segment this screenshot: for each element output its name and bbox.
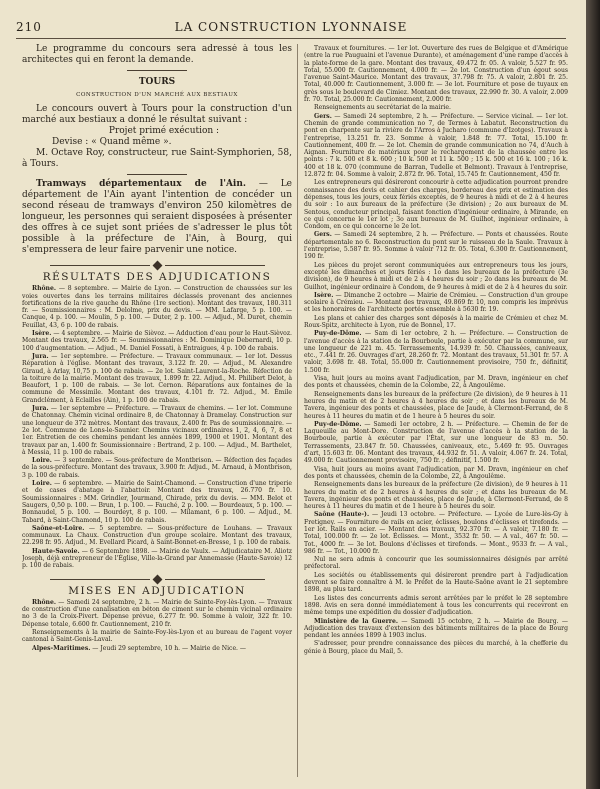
tramways-text: — Le département de l'Ain ayant l'intention de concéder un second réseau de tramways d'environ 250 kilomètres de longueur, les personnes qui seraient disposées à présenter des offres à ce sujet sont priées de s'adresser le plus tôt possible à la préfecture de l'Ain, à Bourg, qui s'empressera de leur faire parvenir une notice. [22,179,292,255]
list-item: Les entrepreneurs qui désireront concourir à cette adjudication pourront prendre connaissance des devis et cahier des charges, bordereau des prix et estimation des dépenses, tous les jours, ceux fériés exceptés, de 9 heures à midi et de 2 à 4 heures du soir : 1o aux bureaux de la préfecture (3e division) ; 2o aux bureaux de M. Sentous, conducteur principal, faisant fonction d'ingénieur ordinaire, à Mirande, en ce qui concerne le 1er lot ; 3o aux bureaux de M. Guilhot, ingénieur ordinaire, à Condom, en ce qui concerne le 2e lot. [304,179,568,231]
diamond-divider-2 [22,576,292,583]
left-column [22,44,292,781]
page-number: 210 [16,20,42,34]
list-item: Haute-Savoie. — 6 Septembre 1898. — Mairie de Vaulx. — Adjudicataire M. Aliotz Joseph, déjà entrepreneur de l'Église, Ville-la-Grand par Annemasse (Haute-Savoie) 12 p. 100 de rabais. [22,547,292,570]
list-item: Puy-de-Dôme. — Samedi 1er octobre, 2 h. — Préfecture. — Chemin de fer de Laqueuille au Mont-Dore. Construction de l'avenue d'accès à la station de la Bourboule, partie à exécuter par l'État, sur une longueur de 83 m. 50. Terrassements, 23.847 fr. 50. Chaussées, caniveaux, etc., 5.469 fr. 95. Ouvrages d'art, 15.603 fr. 06. Montant des travaux, 44.932 fr. 51. A valoir, 4.067 fr. 24. Total, 49.000 fr. Cautionnement provisoire, 750 fr. ; définitif, 1.500 fr. [304,420,568,465]
list-item: Ministère de la Guerre. — Samedi 15 octobre, 2 h. — Mairie de Bourg. — Adjudication des travaux d'extension des bâtiments militaires de la place de Bourg pendant les années 1899 à 1903 inclus. [304,617,568,640]
resultats-list [22,285,292,569]
list-item: Saône (Haute-). — Jeudi 13 octobre. — Préfecture. — Lycée de Lure-lès-Gy à Fretigney. — Fourniture de rails en acier, éclisses, boulons d'éclisses et tirefonds. — 1er lot. Rails en acier. — Montant des travaux, 92.370 fr. — A valoir, 7.180 fr. — Total, 100.000 fr. — 2e lot. Éclisses. — Mont., 3532 fr. 50. — A val., 467 fr. 50. — Tot., 4000 fr. — 3e lot. Boulons d'éclisses et tirefonds. — Mont., 9533 fr. — A val., 986 fr. — Tot., 10.000 fr. [304,511,568,555]
tours-subtitle: CONSTRUCTION D'UN MARCHÉ AUX BESTIAUX [76,92,238,98]
diamond-divider [22,262,292,269]
list-item: Rhône. — 8 septembre. — Mairie de Lyon. — Construction de chaussées sur les voies ouvertes dans les terrains militaires déclassés provenant des anciennes fortifications de la rive gauche du Rhône (1re section). Montant des travaux, 180.311 fr. — Soumissionnaires : M. Delolme, prix du devis. — MM. Lafarge, 5 p. 100. — Canque, 4 p. 100. — Moulin, 5 p. 100. — Duter, 2 p. 100. — Adjud., M. Duret, chemin Feuillat, 43, 6 p. 100 de rabais. [22,285,292,329]
announcements-block [22,44,292,256]
journal-title: LA CONSTRUCTION LYONNAISE [174,20,408,34]
page-header [16,20,566,36]
list-item: Les pièces du projet seront communiquées aux entrepreneurs tous les jours, excepté les dimanches et jours fériés : 1o dans les bureaux de la préfecture (3e division), de 9 heures à midi et de 2 à 4 heures du soir ; 2o dans les bureaux de M. Guilhot, ingénieur ordinaire à Condom, de 9 heures à midi et de 2 à 4 heures du soir. [304,261,568,291]
intro-paragraph: Le programme du concours sera adressé à tous les architectes qui en feront la demande. [22,44,292,65]
list-item: Saône-et-Loire. — 5 septembre. — Sous-préfecture de Louhans. — Travaux communaux. La Chaux. Construction d'un groupe scolaire. Montant des travaux, 22.298 fr. 95. Adjud., M. Evellard Picard, à Saint-Bonnet-en-Bresse, 1 p. 100 de rabais. [22,524,292,547]
list-item: Isère. — 4 septembre. — Mairie de Sièvoz. — Adduction d'eau pour le Haut-Sièvoz. Montant des travaux, 2.565 fr. — Soumissionnaires : M. Dominique Debernardi, 10 p. 100 d'augmentation. — Adjud., M. Daniel Fossati, à Entraigues, 4 p. 100 de rabais. [22,330,292,352]
short-divider-2 [127,174,187,175]
resultats-title: RÉSULTATS DES ADJUDICATIONS [42,271,272,283]
tours-devise: Devise : « Quand même ». [52,137,172,147]
header-rule [16,38,566,39]
book-spine [586,0,600,789]
tramways-paragraph [22,179,292,256]
list-item: Visa, huit jours au moins avant l'adjudication, par M. Dravn, ingénieur en chef des ponts et chaussées, chemin de la Colombe, 22, à Angoulême. [304,375,568,390]
list-item: Isère. — Dimanche 2 octobre — Mairie de Crémieu. — Construction d'un groupe scolaire à Crémieu. — Montant des travaux, 49.869 fr. 10, non compris les imprévus et les honoraires de l'architecte portés ensemble à 5630 fr. 19. [304,291,568,314]
column-separator [297,44,298,777]
mises-title: MISES EN ADJUDICATION [68,584,246,597]
list-item: Renseignements dans les bureaux de la préfecture (2e division), de 9 heures à 11 heures du matin et de 2 heures à 4 heures du soir ; et dans les bureaux de M. Tavera, ingénieur des ponts et chaussées, place de Jaude, à Clermont-Ferrand, de 8 heures à 11 heures du matin et de 1 heure à 5 heures du soir. [304,390,568,420]
list-item: Gers. — Samedi 24 septembre, 2 h. — Préfecture. — Ponts et chaussées. Route départementale no 6. Reconstruction du pont sur le ruisseau de la Saule. Travaux à l'entreprise, 5.587 fr. 95. Somme à valoir 712 fr. 05. Total, 6.300 fr. Cautionnement, 190 fr. [304,231,568,261]
mises-list [22,599,292,652]
tramways-lead: Tramways départementaux de l'Ain. [36,179,247,189]
list-item: Les sociétés ou établissements qui désireront prendre part à l'adjudication devront se faire connaître à M. le Préfet de la Haute-Saône avant le 21 septembre 1898, au plus tard. [304,571,568,594]
list-item: Jura. — 1er septembre. — Préfecture. — Travaux communaux. — 1er lot. Dessus Réparation à l'église. Montant des travaux, 3.122 fr. 20. — Adjud., M. Alexandre Giraud, à Arlay, 10,75 p. 100 de rabais. — 2e lot. Saint-Laurent-la-Roche. Réfection de la toiture de la mairie. Montant des travaux, 1.899 fr. 22. Adjud., M. Philibert Delot, à Beaufort, 1 p. 100 de rabais. — 3e lot. Cernon. Réparations aux fontaines de la commune de Messimile. Montant des travaux, 4.101 fr. 72. Adjud., M. Émile Grandclément, à Eclailles (Ain), 1 p. 100 de rabais. [22,352,292,404]
list-item: Renseignements dans les bureaux de la préfecture (2e division), de 9 heures à 11 heures du matin et de 2 heures à 4 heures du soir ; et dans les bureaux de M. Tavera, ingénieur des ponts et chaussées, place de Jaude, à Clermont-Ferrand, de 8 heures à 11 heures du matin et de 1 heure à 5 heures du soir. [304,481,568,511]
tours-author: M. Octave Roy, constructeur, rue Saint-Symphorien, 58, à Tours. [22,148,292,169]
list-item: Les plans et cahier des charges sont déposés à la mairie de Crémieu et chez M. Roux-Spitz, architecte à Lyon, rue de Bonnel, 17. [304,314,568,329]
tours-title: TOURS [138,77,176,87]
list-item: S'adresser, pour prendre connaissance des pièces du marché, à la chefferie du génie à Bourg, place du Mail, 5. [304,640,568,655]
list-item: Visa, huit jours au moins avant l'adjudication, par M. Dravn, ingénieur en chef des ponts et chaussées, chemin de la Colombe, 22, à Angoulême. [304,465,568,480]
tours-paragraph: Le concours ouvert à Tours pour la construction d'un marché aux bestiaux a donné le résultat suivant : [22,104,292,125]
list-item: Renseignements au secrétariat de la mairie. [314,104,451,112]
tours-projet: Projet primé exécution : [108,126,220,136]
list-item: Les listes des concurrents admis seront arrêtées par le préfet le 28 septembre 1898. Avis en sera donné immédiatement à tous les concurrents qui recevront en même temps une expédition du dossier d'adjudication. [304,594,568,617]
list-item: Rhône. — Samedi 24 septembre, 2 h. — Mairie de Sainte-Foy-lès-Lyon. — Travaux de construction d'une canalisation en béton de ciment sur le chemin vicinal ordinaire no 3 de la Croix-Pivert. Dépense prévue, 6.277 fr. 90. Somme à valoir, 322 fr. 10. Dépense totale, 6.600 fr. Cautionnement, 210 fr. [22,598,292,628]
list-item: Alpes-Maritimes. — Jeudi 29 septembre, 10 h. — Mairie de Nice. — [32,644,247,652]
list-item: Travaux et fournitures. — 1er lot. Ouverture des rues de Belgique et d'Amérique (entre la rue Pauguaini et l'avenue Durante), et aménagement d'une rampe d'accès à la plate-forme de la gare. Montant des travaux, 49.472 fr. 05. A valoir, 5.527 fr. 95. Total, 55.000 fr. Cautionnement, 4.000 fr. — 2e lot. Construction d'un égout sous l'avenue Saint-Maurice. Montant des travaux, 37.798 fr. 75. A valoir, 2.801 fr. 25. Total, 40.000 fr. Cautionnement, 3.000 fr. — 3e lot. Fourniture et pose de tuyaux en grès sous le boulevard de Cimiez. Montant des travaux, 22.990 fr. 30. A valoir, 2.009 fr. 70. Total, 25.000 fr. Cautionnement, 2.000 fr. [304,45,568,104]
list-item: Gers. — Samedi 24 septembre, 2 h. — Préfecture. — Service vicinal. — 1er lot. Chemin de grande communication no 7, de Termes à Labatut. Reconstruction du pont en charpente sur la rivière de l'Arros à Jucharo (commune d'Izotges). Travaux à l'entreprise, 13.251 fr. 23. Somme à valoir, 1.848 fr. 77. Total, 15.100 fr. Cautionnement, 400 fr. — 2e lot. Chemin de grande communication no 74, d'Auch à Aignan. Fourniture de matériaux pour le rechargement de la chaussée entre les points : 7 k. 500 et 8 k. 600 ; 10 k. 500 et 11 k. 500 ; 15 k. 500 et 16 k. 100 ; 16 k. 400 et 18 k. 070 (commune de Barran, Tudelle et Belmont). Travaux à l'entreprise, 12.872 fr. 04. Somme à valoir, 2.872 fr. 96. Total, 15.745 fr. Cautionnement, 450 fr. [304,112,568,179]
right-column [304,44,568,781]
list-item: Nul ne sera admis à concourir que les soumissionnaires désignés par arrêté préfectoral. [304,556,568,571]
list-item: Jura. — 1er septembre — Préfecture. — Travaux de chemins. — 1er lot. Commune de Chatonnay. Chemin vicinal ordinaire 8, de Chatonnay à Dramelay. Construction sur une longueur de 372 mètres. Montant des travaux, 2.400 fr. Pas de soumissionnaire. — 2e lot. Commune de Lons-le-Saunier. Chemins vicinaux ordinaires 1, 2, 4, 6, 7, 8 et 1er. Entretien de ces chemins pendant les années 1899, 1900 et 1901. Montant des travaux par an, 1.400 fr. Soumissionnaire : Bertrand, 2 p. 100. — Adjud., M. Barthelet, à Messia, 11 p. 100 de rabais. [22,405,292,456]
list-item: Puy-de-Dôme. — Sam di 1er octobre, 2 h. — Préfecture. — Construction de l'avenue d'accès à la station de la Bourboule, partie à exécuter par la commune, sur une longueur de 221 m. 45. Terrassements, 14.939 fr. 50. Chaussées, caniveaux, etc., 7.441 fr. 26. Ouvrages d'art, 28.260 fr. 72. Montant des travaux, 51.301 fr. 57. A valoir, 3.698 fr. 48. Total, 55.000 fr. Cautionnement provisoire, 750 fr., définitif, 1.500 fr. [304,330,568,374]
short-divider [127,70,187,71]
list-item: Loire. — 6 septembre. — Mairie de Saint-Chamond. — Construction d'une triperie et de cases d'abatage à l'abattoir. Montant des travaux, 26.770 fr. 10. Soumissionnaires : MM. Grindler, Jourmand, Chirade, prix du devis. — MM. Belot et Saugers, 0,50 p. 100. — Brun, 1 p. 100. — Fauché, 2 p. 100. — Bourdeaux, 5 p. 100. — Bonnaudel, 5 p. 100. — Bourdeyt, 8 p. 100. — Milamant, 6 p. 100. — Adjud., M. Tabard, à Saint-Chamond, 10 p. 100 de rabais. [22,480,292,524]
list-item: Renseignements à la mairie de Sainte-Foy-lès-Lyon et au bureau de l'agent voyer cantonal à Saint-Genis-Laval. [22,629,292,644]
list-item: Loire. — 3 septembre. — Sous-préfecture de Montbrison. — Réfection des façades de la sous-préfecture. Montant des travaux, 3.900 fr. Adjud., M. Arnaud, à Montbrison, 3 p. 100 de rabais. [22,457,292,479]
